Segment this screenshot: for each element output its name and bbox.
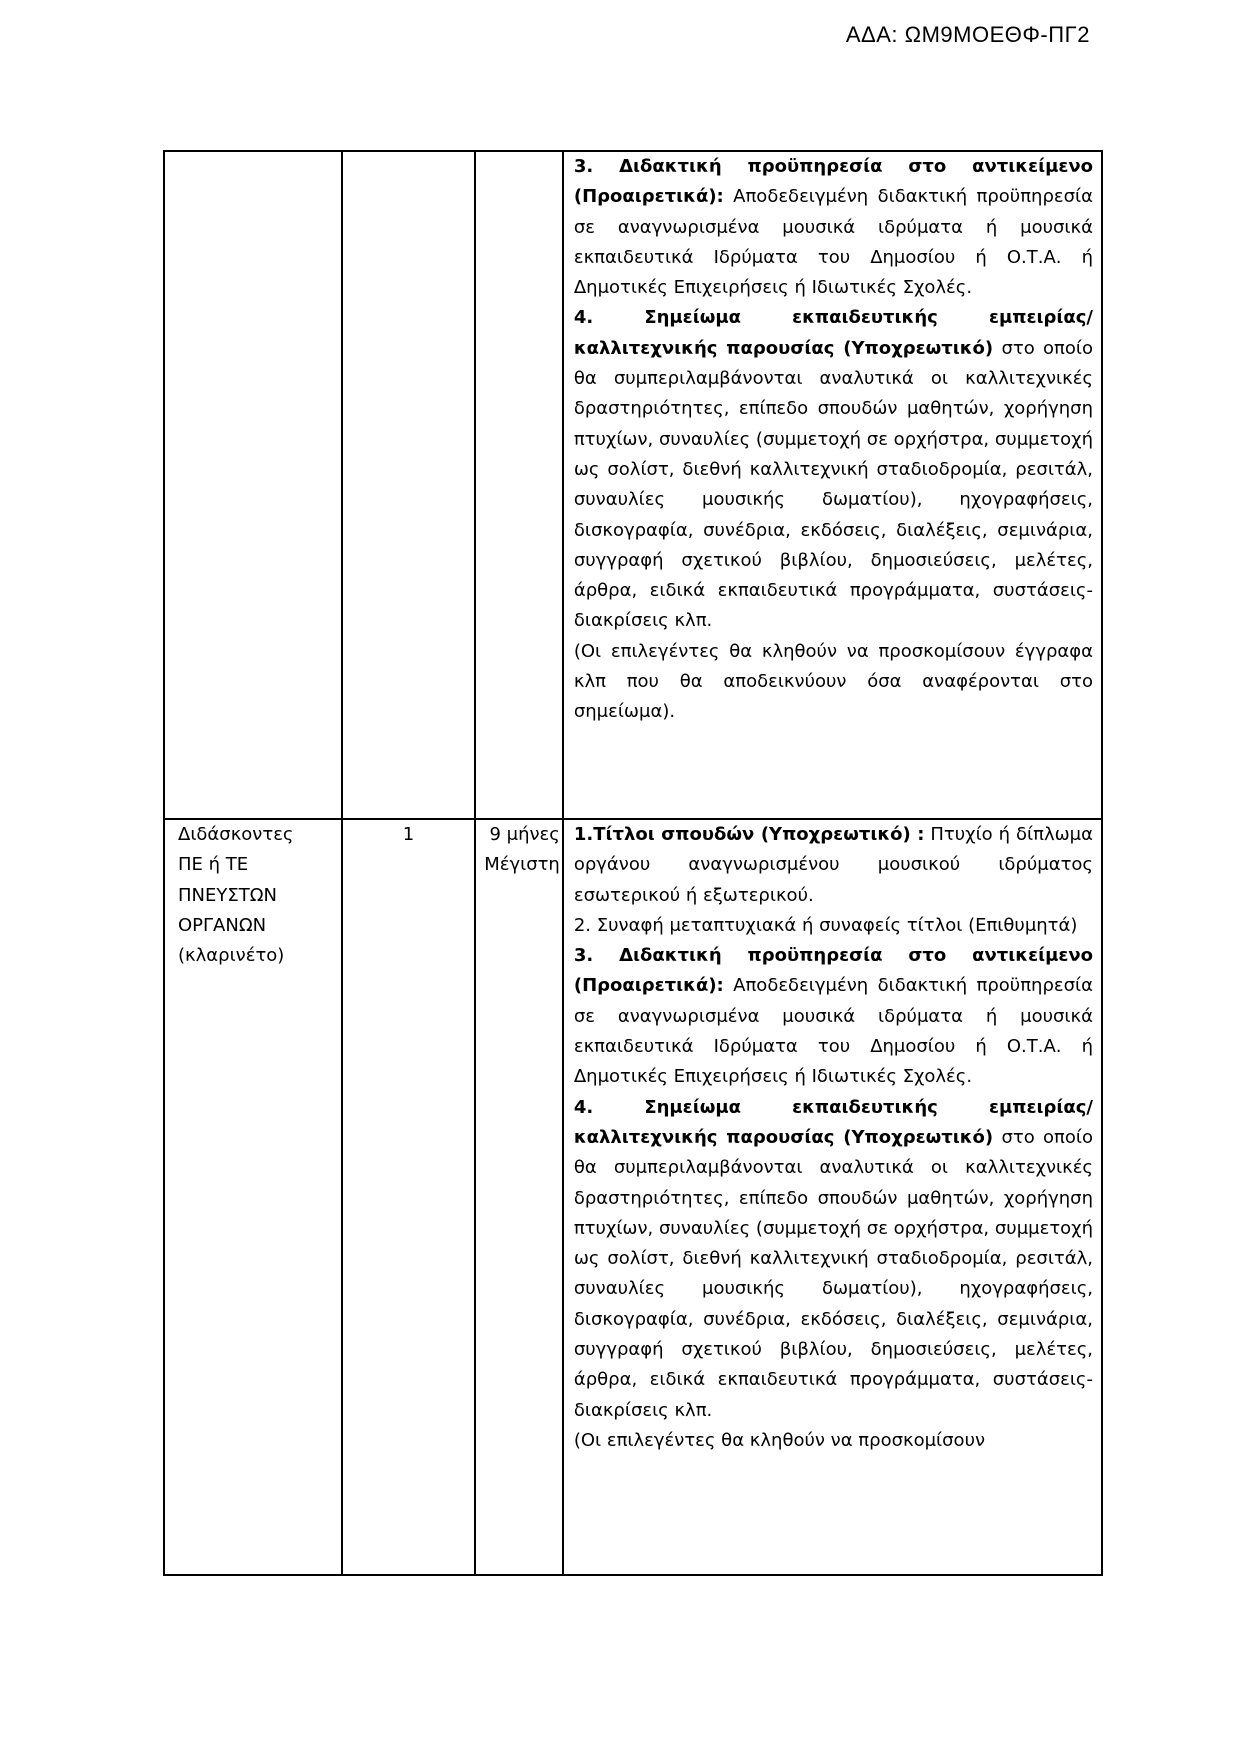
qualification-3-text: Αποδεδειγμένη διδακτική προϋπηρεσία σε αναγνωρισμένα μουσικά ιδρύματα ή μουσικά εκπαιδευτικά Ιδρύματα του Δημοσίου ή Ο.Τ.Α. ή Δημοτικές Επιχειρήσεις ή Ιδιωτικές Σχολές. bbox=[573, 186, 1093, 299]
qualification-3-title: 3. Διδακτική προϋπηρεσία στο αντικείμενο (Προαιρετικά): bbox=[573, 945, 1093, 997]
qualification-3 bbox=[574, 152, 1093, 303]
specialty-line: ΠΕ ή ΤΕ bbox=[178, 854, 249, 876]
table-row bbox=[164, 819, 1102, 1575]
qualifications-cell bbox=[563, 819, 1102, 1575]
qualification-1-title: 1.Τίτλοι σπουδών (Υποχρεωτικό) : bbox=[573, 824, 925, 845]
qualification-3-text: Αποδεδειγμένη διδακτική προϋπηρεσία σε αναγνωρισμένα μουσικά ιδρύματα ή μουσικά εκπαιδευτικά Ιδρύματα του Δημοσίου ή Ο.Τ.Α. ή Δημοτικές Επιχειρήσεις ή Ιδιωτικές Σχολές. bbox=[573, 975, 1093, 1088]
qualifications-cell bbox=[563, 151, 1102, 819]
ada-code: ΑΔΑ: ΩΜ9ΜΟΕΘΦ-ΠΓ2 bbox=[845, 22, 1090, 47]
table-row bbox=[164, 151, 1102, 819]
qualification-4 bbox=[574, 303, 1093, 636]
specialty-cell bbox=[164, 819, 342, 1575]
qualification-3-title: 3. Διδακτική προϋπηρεσία στο αντικείμενο (Προαιρετικά): bbox=[573, 156, 1093, 208]
duration-cell bbox=[475, 819, 563, 1575]
specialty-line: ΠΝΕΥΣΤΩΝ bbox=[178, 884, 277, 906]
qualification-1 bbox=[574, 820, 1093, 911]
duration-cell bbox=[475, 151, 563, 819]
qualification-note: (Οι επιλεγέντες θα κληθούν να προσκομίσουν έγγραφα κλπ που θα αποδεικνύουν όσα αναφέρονται στο σημείωμα). bbox=[573, 640, 1093, 723]
duration-line: Μέγιστη bbox=[484, 854, 560, 876]
qualification-4-text: στο οποίο θα συμπεριλαμβάνονται αναλυτικά οι καλλιτεχνικές δραστηριότητες, επίπεδο σπουδών μαθητών, χορήγηση πτυχίων, συναυλίες (συμμετοχή σε ορχήστρα, συμμετοχή ως σολίστ, διεθνή καλλιτεχνική σταδιοδρομία, ρεσιτάλ, συναυλίες μουσικής δωματίου), ηχογραφήσεις, δισκογραφία, συνέδρια, εκδόσεις, διαλέξεις, σεμινάρια, συγγραφή σχετικού βιβλίου, δημοσιεύσεις, μελέτες, άρθρα, ειδικά εκπαιδευτικά προγράμματα, συστάσεις-διακρίσεις κλπ. bbox=[573, 1126, 1093, 1421]
specialty-line: ΟΡΓΑΝΩΝ bbox=[178, 914, 267, 936]
qualification-4-text: στο οποίο θα συμπεριλαμβάνονται αναλυτικά οι καλλιτεχνικές δραστηριότητες, επίπεδο σπουδών μαθητών, χορήγηση πτυχίων, συναυλίες (συμμετοχή σε ορχήστρα, συμμετοχή ως σολίστ, διεθνή καλλιτεχνική σταδιοδρομία, ρεσιτάλ, συναυλίες μουσικής δωματίου), ηχογραφήσεις, δισκογραφία, συνέδρια, εκδόσεις, διαλέξεις, σεμινάρια, συγγραφή σχετικού βιβλίου, δημοσιεύσεις, μελέτες, άρθρα, ειδικά εκπαιδευτικά προγράμματα, συστάσεις-διακρίσεις κλπ. bbox=[573, 337, 1093, 632]
qualification-note: (Οι επιλεγέντες θα κληθούν να προσκομίσουν bbox=[573, 1429, 986, 1451]
qualification-2: 2. Συναφή μεταπτυχιακά ή συναφείς τίτλοι (Επιθυμητά) bbox=[573, 914, 1078, 936]
qualification-4 bbox=[574, 1093, 1093, 1426]
qualification-4-title: 4. Σημείωμα εκπαιδευτικής εμπειρίας/ καλλιτεχνικής παρουσίας (Υποχρεωτικό) bbox=[573, 1096, 1093, 1148]
qualification-4-title: 4. Σημείωμα εκπαιδευτικής εμπειρίας/ καλλιτεχνικής παρουσίας (Υποχρεωτικό) bbox=[573, 307, 1093, 359]
qualification-3 bbox=[574, 941, 1093, 1092]
specialty-line: Διδάσκοντες bbox=[178, 824, 294, 845]
requirements-table bbox=[163, 150, 1103, 1576]
positions-cell bbox=[342, 151, 474, 819]
specialty-cell bbox=[164, 151, 342, 819]
specialty-line: (κλαρινέτο) bbox=[178, 945, 285, 967]
duration-line: 9 μήνες bbox=[489, 824, 560, 845]
qualification-1-text: Πτυχίο ή δίπλωμα οργάνου αναγνωρισμένου μουσικού ιδρύματος εσωτερικού ή εξωτερικού. bbox=[573, 824, 1093, 906]
positions-cell: 1 bbox=[342, 819, 474, 1575]
